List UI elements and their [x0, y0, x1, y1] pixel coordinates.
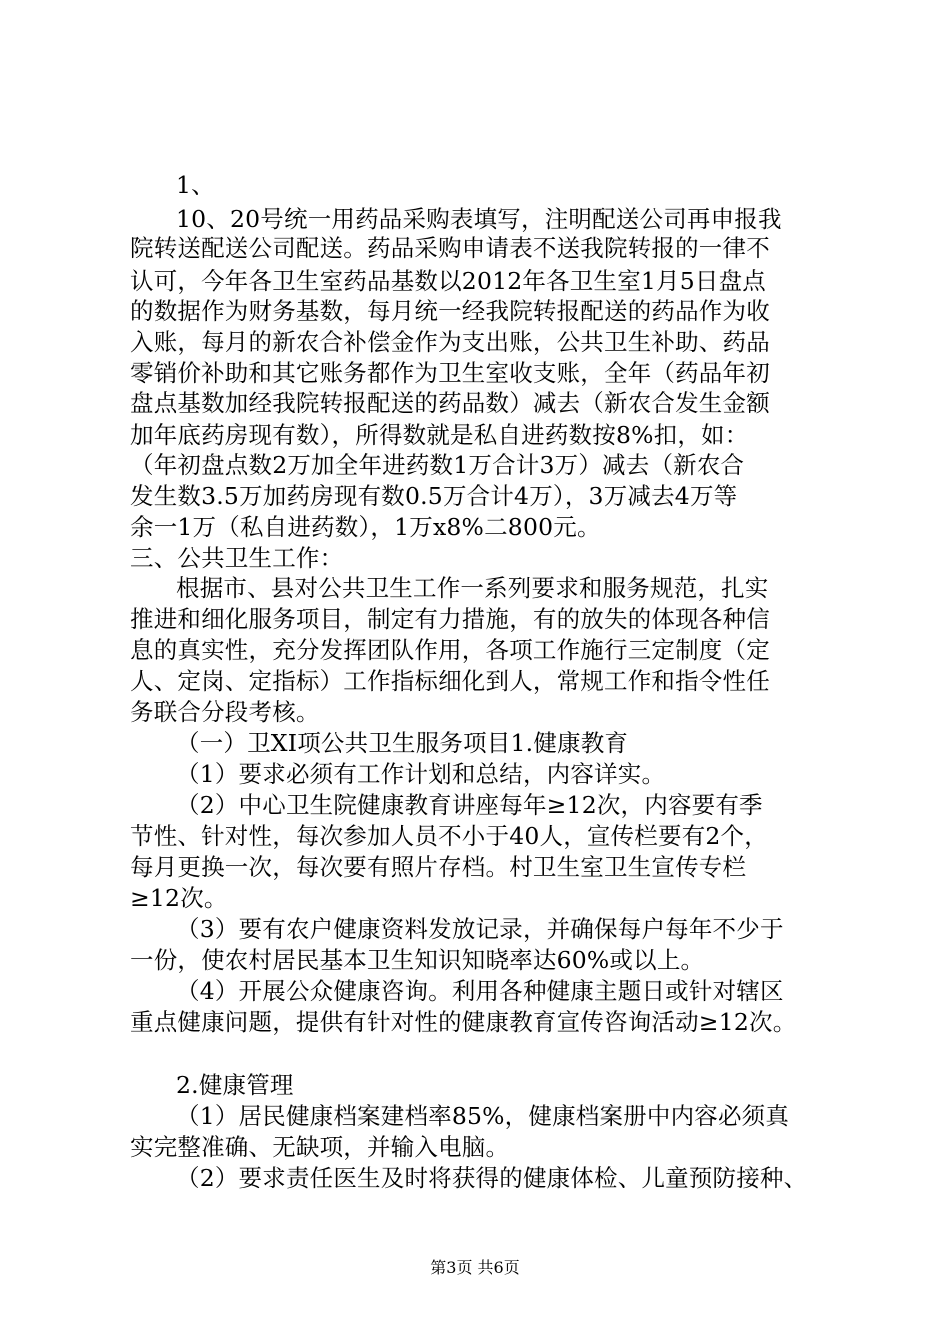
text-line-17: 人、定岗、定指标）工作指标细化到人，常规工作和指令性任: [130, 667, 770, 695]
text-line-6: 入账，每月的新农合补偿金作为支出账，公共卫生补助、药品: [130, 328, 770, 356]
text-line-18: 务联合分段考核。: [130, 698, 320, 726]
text-line-5: 的数据作为财务基数，每月统一经我院转报配送的药品作为收: [130, 297, 770, 325]
text-line-12: 余一1万（私自进药数），1万x8%二800元。: [130, 513, 601, 541]
text-line-23: 每月更换一次，每次要有照片存档。村卫生室卫生宣传专栏: [130, 853, 747, 881]
text-line-8: 盘点基数加经我院转报配送的药品数）减去（新农合发生金额: [130, 389, 770, 417]
text-line-1: 1、: [176, 171, 215, 199]
text-line-11: 发生数3.5万加药房现有数0.5万合计4万），3万减去4万等: [130, 482, 738, 510]
text-line-14: 根据市、县对公共卫生工作一系列要求和服务规范，扎实: [176, 574, 769, 602]
text-line-30: （1）居民健康档案建档率85%，健康档案册中内容必须真: [176, 1102, 790, 1130]
text-line-15: 推进和细化服务项目，制定有力措施，有的放失的体现各种信: [130, 605, 770, 633]
text-line-10: （年初盘点数2万加全年进药数1万合计3万）减去（新农合: [130, 451, 745, 479]
page-number-footer: 第3页 共6页: [430, 1258, 520, 1277]
text-line-21: （2）中心卫生院健康教育讲座每年≥12次，内容要有季: [176, 791, 763, 819]
text-line-22: 节性、针对性，每次参加人员不小于40人，宣传栏要有2个，: [130, 822, 768, 850]
text-line-13: 三、公共卫生工作：: [130, 544, 344, 572]
text-line-20: （1）要求必须有工作计划和总结，内容详实。: [176, 760, 666, 788]
subsection-heading: （一）卫XI项公共卫生服务项目1.健康教育: [176, 729, 629, 757]
text-line-16: 息的真实性，充分发挥团队作用，各项工作施行三定制度（定: [130, 636, 770, 664]
text-line-28: 重点健康问题，提供有针对性的健康教育宣传咨询活动≥12次。: [130, 1008, 797, 1036]
text-line-9: 加年底药房现有数），所得数就是私自进药数按8%扣，如：: [130, 421, 749, 449]
text-line-32: （2）要求责任医生及时将获得的健康体检、儿童预防接种、: [176, 1164, 808, 1192]
text-line-25: （3）要有农户健康资料发放记录，并确保每户每年不少于: [176, 915, 784, 943]
text-line-26: 一份，使农村居民基本卫生知识知晓率达60%或以上。: [130, 946, 705, 974]
text-line-24: ≥12次。: [130, 884, 228, 912]
text-line-2: 10、20号统一用药品采购表填写，注明配送公司再申报我: [176, 205, 782, 233]
text-line-3: 院转送配送公司配送。药品采购申请表不送我院转报的一律不: [130, 234, 770, 262]
subsection-heading-2: 2.健康管理: [176, 1071, 294, 1099]
text-line-4: 认可，今年各卫生室药品基数以2012年各卫生室1月5日盘点: [130, 267, 767, 295]
text-line-7: 零销价补助和其它账务都作为卫生室收支账，全年（药品年初: [130, 359, 770, 387]
text-line-31: 实完整准确、无缺项，并输入电脑。: [130, 1133, 510, 1161]
text-line-27: （4）开展公众健康咨询。利用各种健康主题日或针对辖区: [176, 977, 784, 1005]
